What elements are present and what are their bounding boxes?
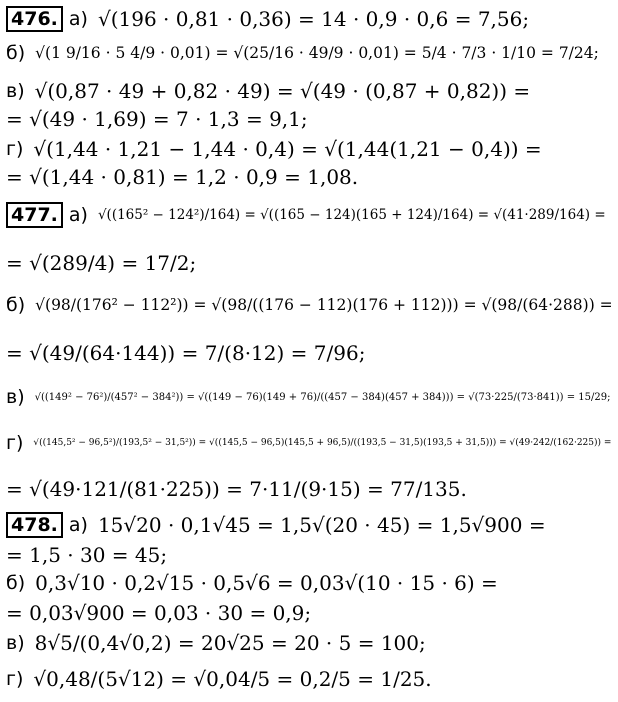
problem-477-line-c — [6, 374, 614, 420]
math-expression: 15√20 · 0,1√45 = 1,5√(20 · 45) = 1,5√900 = — [97, 513, 546, 537]
math-expression: = 1,5 · 30 = 45; — [6, 543, 168, 567]
math-expression: = √(49/(64·144)) = 7/(8·12) = 7/96; — [6, 341, 366, 365]
problem-478-line-a — [6, 508, 614, 542]
problem-477-line-d-cont — [6, 466, 614, 512]
item-label: а) — [68, 514, 88, 536]
math-expression: 0,3√10 · 0,2√15 · 0,5√6 = 0,03√(10 · 15 · 6) = — [35, 571, 498, 595]
math-expression: √(196 · 0,81 · 0,36) = 14 · 0,9 · 0,6 = 7,56; — [97, 7, 530, 31]
problem-number: 477. — [6, 202, 63, 228]
item-label: г) — [6, 432, 24, 454]
math-expression: = 0,03√900 = 0,03 · 30 = 0,9; — [6, 601, 312, 625]
math-expression: √(0,87 · 49 + 0,82 · 49) = √(49 · (0,87 + 0,82)) = — [34, 79, 531, 103]
item-label: а) — [68, 8, 88, 30]
item-label: г) — [6, 668, 24, 690]
problem-476-line-d-cont — [6, 160, 614, 194]
math-expression: √((149² − 76²)/(457² − 384²)) = √((149 − 76)(149 + 76)/((457 − 384)(457 + 384))) = √(73·225/(73·841)) = 15/29; — [34, 391, 611, 403]
problem-number: 478. — [6, 512, 63, 538]
math-expression: √((145,5² − 96,5²)/(193,5² − 31,5²)) = √((145,5 − 96,5)(145,5 + 96,5)/((193,5 − 31,5)(193,5 + 31,5))) = √(49·242/(162·225)) = — [33, 438, 612, 448]
problem-476-line-b — [6, 30, 614, 76]
math-expression: = √(49·121/(81·225)) = 7·11/(9·15) = 77/135. — [6, 477, 467, 501]
math-expression: √0,48/(5√12) = √0,04/5 = 0,2/5 = 1/25. — [33, 667, 432, 691]
problem-477-line-a — [6, 192, 614, 238]
problem-477-line-d — [6, 420, 614, 466]
item-label: б) — [6, 294, 26, 316]
math-expression: √(98/(176² − 112²)) = √(98/((176 − 112)(176 + 112))) = √(98/(64·288)) = — [35, 296, 613, 314]
item-label: в) — [6, 632, 25, 654]
item-label: г) — [6, 138, 24, 160]
problem-477-line-b — [6, 282, 614, 328]
math-expression: 8√5/(0,4√0,2) = 20√25 = 20 · 5 = 100; — [34, 631, 426, 655]
problem-478-line-d — [6, 656, 614, 702]
item-label: в) — [6, 386, 25, 408]
item-label: б) — [6, 42, 26, 64]
math-expression: = √(289/4) = 17/2; — [6, 251, 197, 275]
math-expression: √((165² − 124²)/164) = √((165 − 124)(165 + 124)/164) = √(41·289/164) = — [97, 207, 606, 223]
item-label: в) — [6, 80, 25, 102]
problem-477-line-a-cont — [6, 240, 614, 286]
problem-477-line-b-cont — [6, 330, 614, 376]
problem-478-line-b — [6, 566, 614, 600]
math-expression: √(1 9/16 · 5 4/9 · 0,01) = √(25/16 · 49/9 · 0,01) = 5/4 · 7/3 · 1/10 = 7/24; — [35, 44, 599, 62]
math-expression: = √(1,44 · 0,81) = 1,2 · 0,9 = 1,08. — [6, 165, 359, 189]
math-expression: = √(49 · 1,69) = 7 · 1,3 = 9,1; — [6, 107, 308, 131]
item-label: б) — [6, 572, 26, 594]
item-label: а) — [68, 204, 88, 226]
math-expression: √(1,44 · 1,21 − 1,44 · 0,4) = √(1,44(1,21 − 0,4)) = — [33, 137, 542, 161]
problem-number: 476. — [6, 6, 63, 32]
problem-476-line-c-cont — [6, 102, 614, 136]
